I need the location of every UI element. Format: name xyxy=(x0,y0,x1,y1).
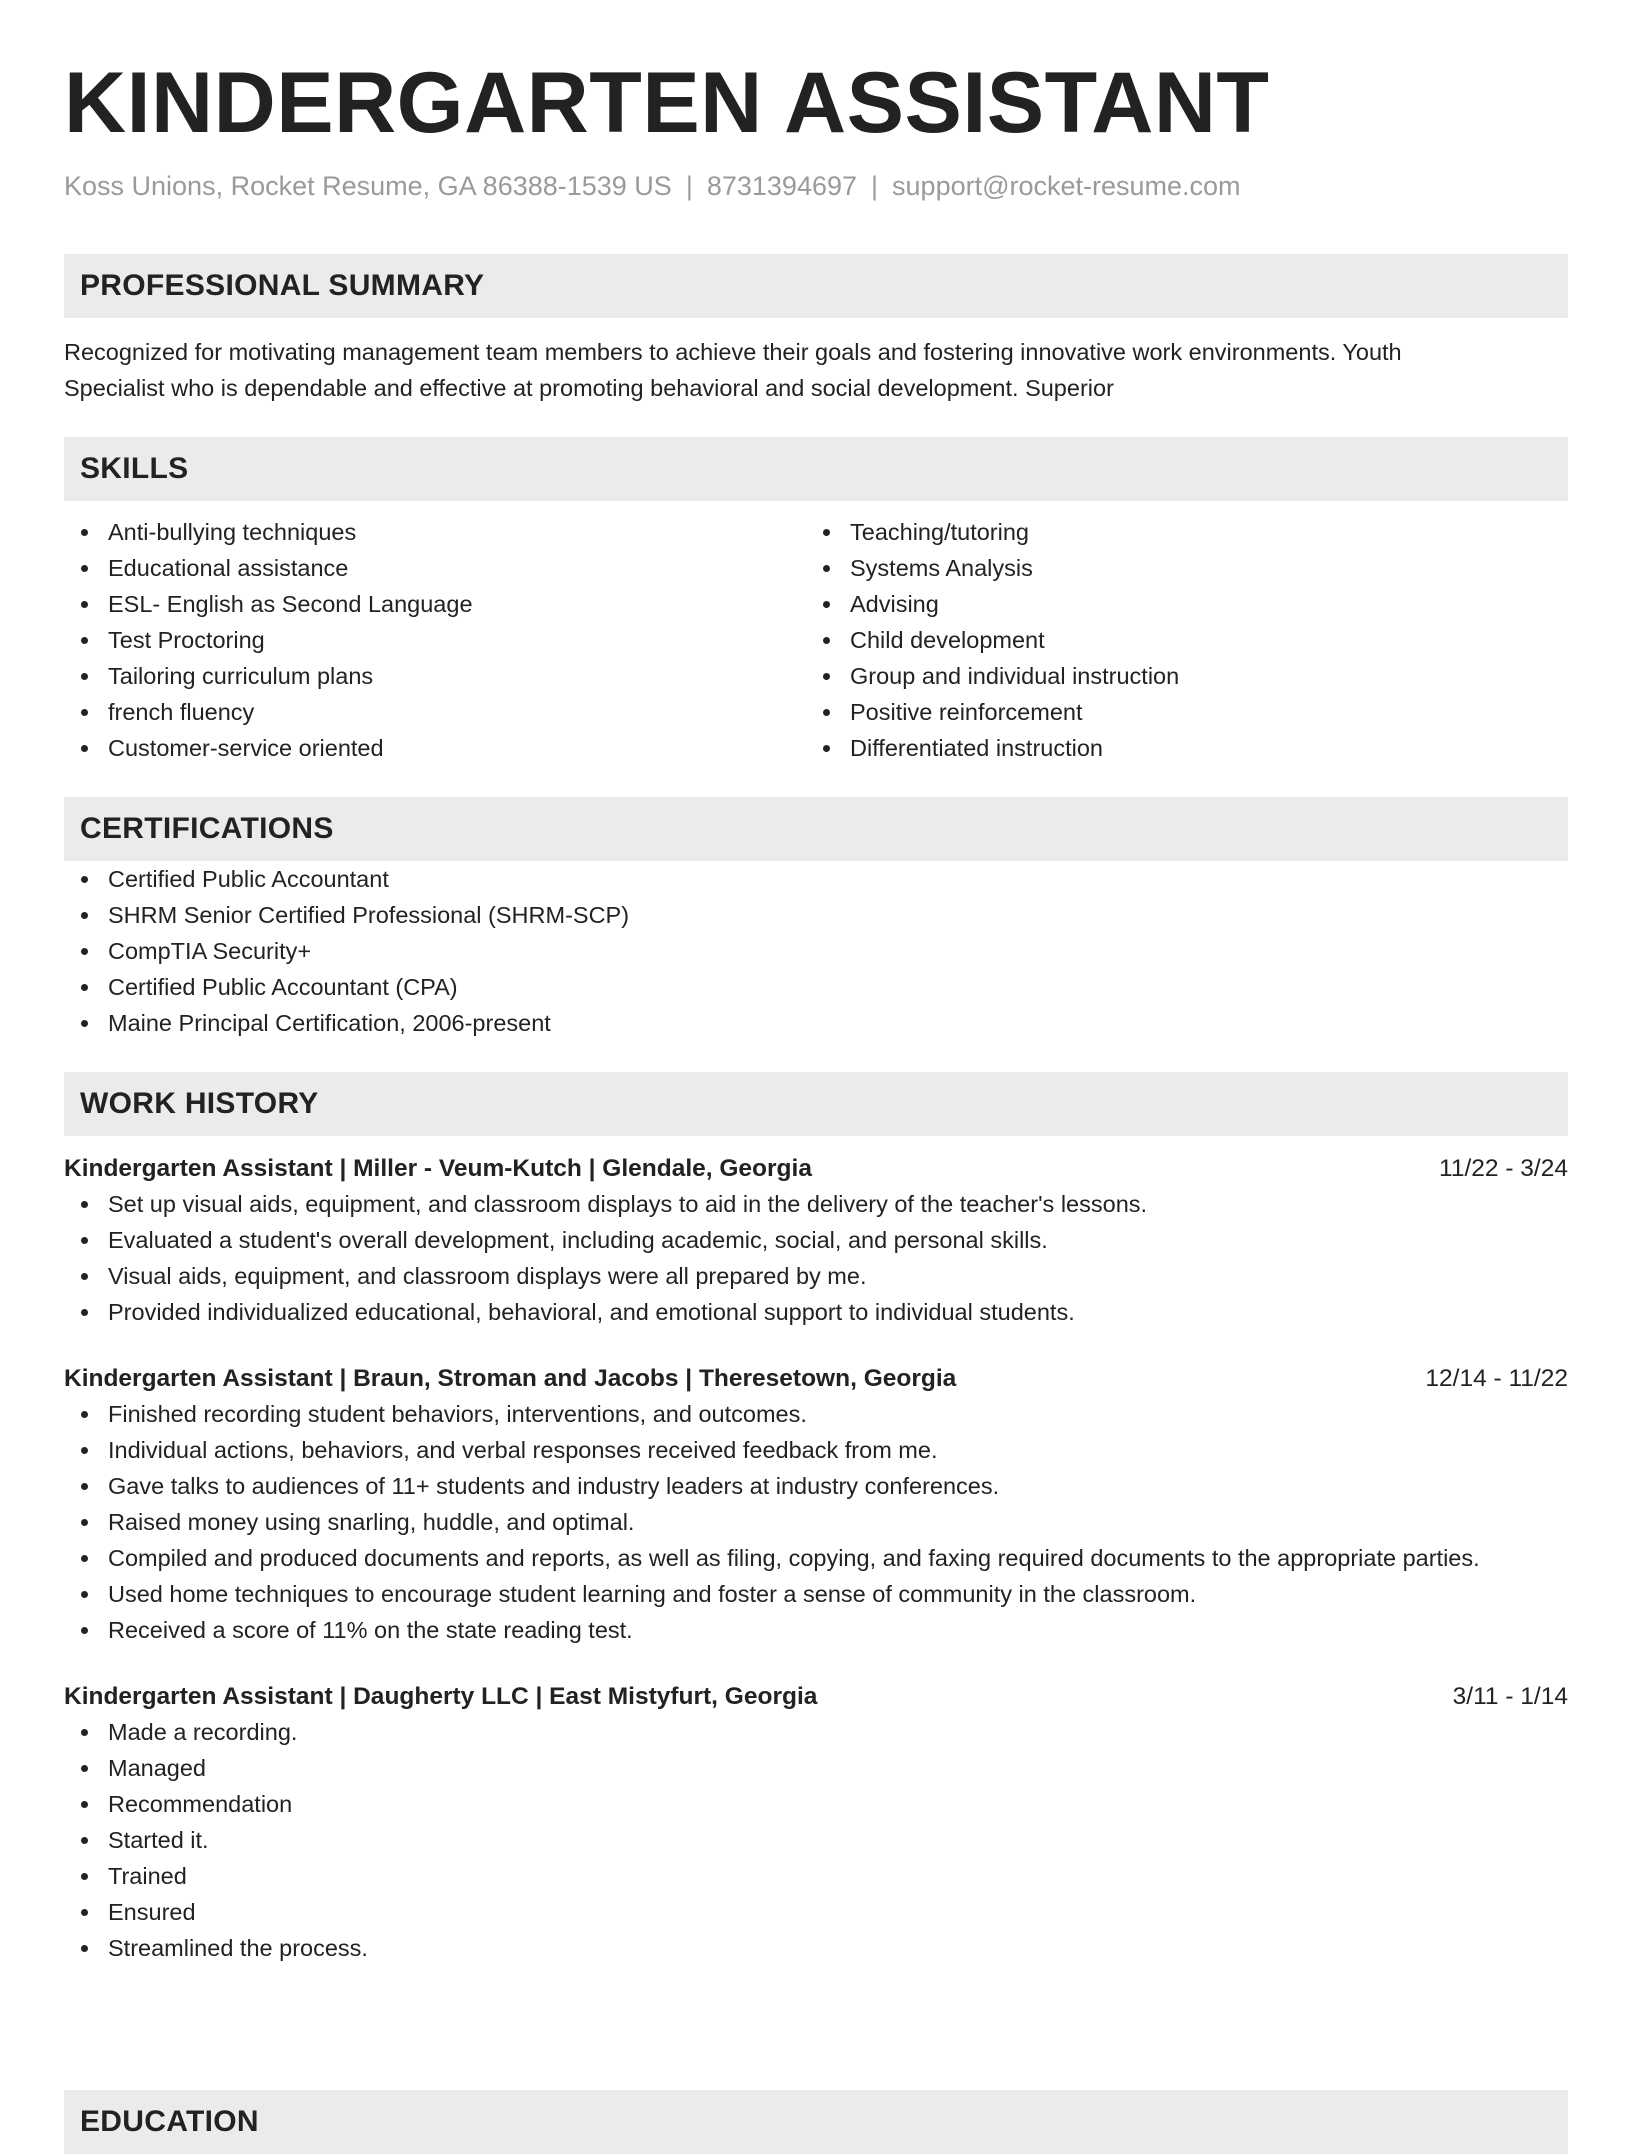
job-entry xyxy=(64,1152,1568,1330)
job-bullet: Set up visual aids, equipment, and classroom displays to aid in the delivery of the teacher's lessons. xyxy=(64,1186,1568,1222)
contact-phone: 8731394697 xyxy=(706,171,858,201)
job-entry xyxy=(64,1680,1568,1966)
job-bullet: Streamlined the process. xyxy=(64,1930,1568,1966)
job-bullet: Managed xyxy=(64,1750,1568,1786)
contact-email: support@rocket-resume.com xyxy=(892,171,1241,201)
job-dates: 3/11 - 1/14 xyxy=(1452,1683,1568,1710)
contact-address: Koss Unions, Rocket Resume, GA 86388-1539 US xyxy=(64,171,672,201)
section-heading-education: EDUCATION xyxy=(64,2090,1568,2154)
job-bullets xyxy=(64,1396,1568,1648)
certification-item: Maine Principal Certification, 2006-present xyxy=(64,1005,1568,1041)
job-header xyxy=(64,1680,1568,1714)
certification-item: Certified Public Accountant xyxy=(64,861,1568,897)
job-dates: 11/22 - 3/24 xyxy=(1439,1155,1568,1182)
skills-list-right xyxy=(806,514,1548,766)
job-bullet: Finished recording student behaviors, interventions, and outcomes. xyxy=(64,1396,1568,1432)
summary-text xyxy=(64,334,1568,406)
skill-item: Anti-bullying techniques xyxy=(64,514,806,550)
job-bullet: Visual aids, equipment, and classroom displays were all prepared by me. xyxy=(64,1258,1568,1294)
job-title: Kindergarten Assistant | Braun, Stroman and Jacobs | Theresetown, Georgia xyxy=(64,1365,957,1392)
skills-list-left xyxy=(64,514,806,766)
job-bullet: Ensured xyxy=(64,1894,1568,1930)
job-title: Kindergarten Assistant | Miller - Veum-Kutch | Glendale, Georgia xyxy=(64,1155,812,1182)
job-bullets xyxy=(64,1714,1568,1966)
section-heading-certifications: CERTIFICATIONS xyxy=(64,797,1568,861)
job-bullet: Individual actions, behaviors, and verbal responses received feedback from me. xyxy=(64,1432,1568,1468)
job-header xyxy=(64,1152,1568,1186)
job-entry xyxy=(64,1362,1568,1648)
job-bullets xyxy=(64,1186,1568,1330)
certification-item: SHRM Senior Certified Professional (SHRM-SCP) xyxy=(64,897,1568,933)
summary-line: Specialist who is dependable and effective at promoting behavioral and social development. Superior xyxy=(64,375,1114,401)
section-heading-summary: PROFESSIONAL SUMMARY xyxy=(64,254,1568,318)
certification-item: Certified Public Accountant (CPA) xyxy=(64,969,1568,1005)
skill-item: Positive reinforcement xyxy=(806,694,1548,730)
skill-item: french fluency xyxy=(64,694,806,730)
skill-item: Test Proctoring xyxy=(64,622,806,658)
job-bullet: Compiled and produced documents and reports, as well as filing, copying, and faxing required documents to the appropriate parties. xyxy=(64,1540,1568,1576)
job-bullet: Received a score of 11% on the state reading test. xyxy=(64,1612,1568,1648)
candidate-name: KINDERGARTEN ASSISTANT xyxy=(64,55,1270,151)
job-bullet: Trained xyxy=(64,1858,1568,1894)
skills-column-left xyxy=(64,514,806,766)
contact-line xyxy=(64,168,1568,204)
job-dates: 12/14 - 11/22 xyxy=(1425,1365,1568,1392)
job-bullet: Provided individualized educational, behavioral, and emotional support to individual students. xyxy=(64,1294,1568,1330)
skills-grid xyxy=(64,514,1568,766)
skill-item: Child development xyxy=(806,622,1548,658)
section-heading-skills: SKILLS xyxy=(64,437,1568,501)
skill-item: ESL- English as Second Language xyxy=(64,586,806,622)
skill-item: Educational assistance xyxy=(64,550,806,586)
skill-item: Customer-service oriented xyxy=(64,730,806,766)
summary-line: Recognized for motivating management team members to achieve their goals and fostering innovative work environments. Youth xyxy=(64,339,1402,365)
job-bullet: Gave talks to audiences of 11+ students and industry leaders at industry conferences. xyxy=(64,1468,1568,1504)
skill-item: Teaching/tutoring xyxy=(806,514,1548,550)
contact-separator: | xyxy=(871,171,879,201)
skill-item: Differentiated instruction xyxy=(806,730,1548,766)
job-bullet: Recommendation xyxy=(64,1786,1568,1822)
contact-separator: | xyxy=(685,171,693,201)
job-title: Kindergarten Assistant | Daugherty LLC | East Mistyfurt, Georgia xyxy=(64,1683,818,1710)
job-bullet: Evaluated a student's overall development, including academic, social, and personal skills. xyxy=(64,1222,1568,1258)
job-bullet: Started it. xyxy=(64,1822,1568,1858)
job-header xyxy=(64,1362,1568,1396)
certifications-list xyxy=(64,861,1568,1041)
skill-item: Tailoring curriculum plans xyxy=(64,658,806,694)
skills-column-right xyxy=(806,514,1548,766)
skill-item: Systems Analysis xyxy=(806,550,1548,586)
section-heading-work-history: WORK HISTORY xyxy=(64,1072,1568,1136)
skill-item: Group and individual instruction xyxy=(806,658,1548,694)
skill-item: Advising xyxy=(806,586,1548,622)
certification-item: CompTIA Security+ xyxy=(64,933,1568,969)
job-bullet: Raised money using snarling, huddle, and optimal. xyxy=(64,1504,1568,1540)
job-bullet: Made a recording. xyxy=(64,1714,1568,1750)
job-bullet: Used home techniques to encourage student learning and foster a sense of community in the classroom. xyxy=(64,1576,1568,1612)
